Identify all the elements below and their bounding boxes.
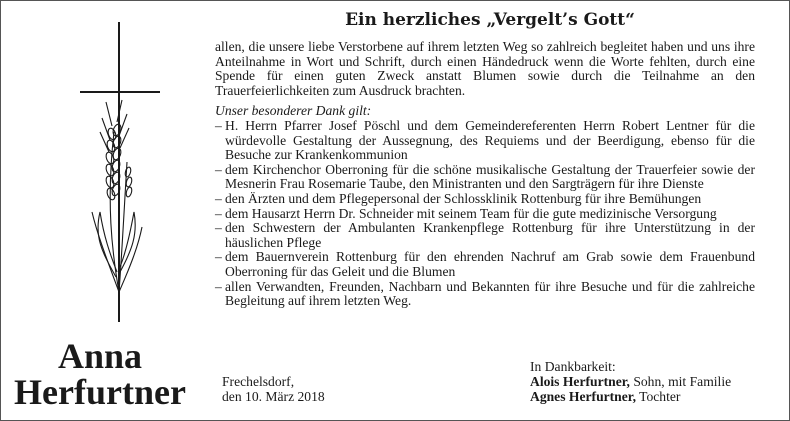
signer-name: Alois Herfurtner,	[530, 374, 630, 389]
signer-relation: Sohn, mit Familie	[633, 374, 732, 389]
list-item: – allen Verwandten, Freunden, Nachbarn und Bekannten für ihre Besuche und für die zahlreiche Begleitung auf ihrem letzten Weg.	[215, 280, 755, 309]
list-item: – dem Kirchenchor Oberroning für die schöne musikalische Gestaltung der Trauerfeier sowie der Mesnerin Frau Rosemarie Taube, den Ministranten und den Sargträgern für ihre Dienste	[215, 163, 755, 192]
thanks-heading: Unser besonderer Dank gilt:	[215, 103, 372, 119]
notice-title: Ein herzliches „Vergelt’s Gott“	[345, 10, 635, 30]
signer-2	[530, 389, 731, 404]
intro-paragraph: allen, die unsere liebe Verstorbene auf ihrem letzten Weg so zahlreich begleitet haben und uns ihre Anteilnahme in Wort und Schrift, durch einen Händedruck wenn die Worte fehlten, durch eine Spende für einen guten Zweck anstatt Blumen sowie durch die Teilnahme an den Trauerfeierlichkeiten zum Ausdruck brachten.	[215, 39, 755, 98]
signature-block	[530, 359, 731, 404]
date: den 10. März 2018	[222, 389, 325, 404]
list-item: – dem Hausarzt Herrn Dr. Schneider mit seinem Team für die gute medizinische Versorgung	[215, 207, 755, 222]
thanks-list	[215, 119, 755, 309]
left-column	[0, 0, 210, 421]
place-and-date	[222, 374, 325, 404]
deceased-first-name: Anna	[57, 336, 143, 376]
signer-1	[530, 374, 731, 389]
closing-line: In Dankbarkeit:	[530, 359, 616, 374]
signer-relation: Tochter	[639, 389, 681, 404]
deceased-name	[0, 338, 200, 410]
place: Frechelsdorf,	[222, 374, 295, 389]
cross-with-wheat-icon	[72, 22, 162, 322]
list-item: – dem Bauernverein Rottenburg für den ehrenden Nachruf am Grab sowie dem Frauenbund Oberroning für das Geleit und die Blumen	[215, 250, 755, 279]
signer-name: Agnes Herfurtner,	[530, 389, 636, 404]
list-item: – H. Herrn Pfarrer Josef Pöschl und dem Gemeindereferenten Herrn Robert Lentner für die würdevolle Gestaltung der Aussegnung, des Requiems und der Beerdigung, ebenso für die Besuche zur Krankenkommunion	[215, 119, 755, 163]
notice-body	[215, 40, 755, 309]
list-item: – den Schwestern der Ambulanten Krankenpflege Rottenburg für ihre Unterstützung in der häuslichen Pflege	[215, 221, 755, 250]
deceased-last-name: Herfurtner	[14, 372, 186, 412]
list-item: – den Ärzten und dem Pflegepersonal der Schlossklinik Rottenburg für ihre Bemühungen	[215, 192, 755, 207]
wheat-ear-icon	[92, 100, 142, 292]
